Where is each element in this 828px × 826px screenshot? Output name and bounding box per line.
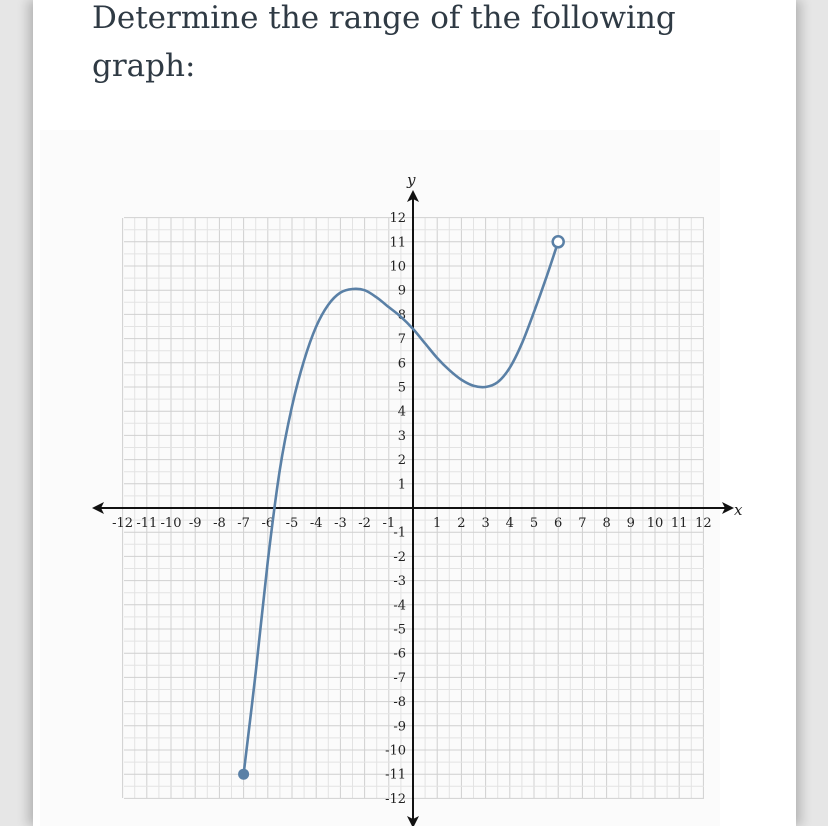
x-tick-label: 3 bbox=[481, 516, 490, 531]
y-tick-label: 10 bbox=[389, 259, 406, 275]
x-tick-label: -9 bbox=[188, 516, 202, 531]
x-tick-label: 4 bbox=[505, 516, 514, 531]
x-tick-label: -12 bbox=[112, 516, 134, 531]
x-tick-label: 11 bbox=[670, 516, 688, 531]
y-tick-label: -3 bbox=[393, 574, 406, 590]
y-tick-label: -1 bbox=[393, 525, 406, 541]
x-tick-label: 7 bbox=[578, 516, 587, 531]
y-tick-label: 9 bbox=[397, 283, 406, 299]
y-tick-label: 8 bbox=[397, 307, 406, 323]
y-tick-label: -4 bbox=[393, 598, 406, 614]
x-tick-label: 9 bbox=[626, 516, 635, 531]
question-text: Determine the range of the following graph: bbox=[92, 0, 676, 84]
closed-endpoint bbox=[238, 769, 249, 780]
y-tick-label: 7 bbox=[397, 332, 406, 348]
x-tick-label: 5 bbox=[529, 516, 539, 531]
x-tick-label: -7 bbox=[237, 516, 250, 531]
x-tick-label: 12 bbox=[695, 516, 712, 531]
y-tick-label: 6 bbox=[397, 356, 406, 372]
x-tick-label: -6 bbox=[261, 516, 275, 531]
tick-labels bbox=[112, 211, 712, 807]
x-tick-label: -11 bbox=[136, 516, 158, 531]
y-tick-label: -11 bbox=[385, 767, 406, 783]
y-tick-label: -9 bbox=[393, 719, 406, 735]
y-tick-label: 12 bbox=[389, 211, 406, 227]
x-axis-label: x bbox=[734, 501, 743, 519]
x-tick-label: -3 bbox=[334, 516, 347, 531]
y-tick-label: -12 bbox=[385, 791, 406, 807]
x-tick-label: 6 bbox=[554, 516, 563, 531]
y-tick-label: -10 bbox=[385, 743, 406, 759]
x-tick-label: 10 bbox=[646, 516, 664, 531]
x-tick-label: 2 bbox=[457, 516, 466, 531]
y-tick-label: 4 bbox=[397, 404, 406, 420]
y-tick-label: -6 bbox=[393, 646, 406, 662]
x-tick-label: -2 bbox=[358, 516, 371, 531]
y-tick-label: 2 bbox=[397, 453, 406, 469]
x-tick-label: -5 bbox=[285, 516, 299, 531]
x-tick-label: 1 bbox=[433, 516, 442, 531]
open-endpoint bbox=[553, 236, 564, 247]
y-tick-label: -8 bbox=[393, 695, 406, 711]
x-tick-label: 8 bbox=[602, 516, 611, 531]
y-tick-label: 11 bbox=[389, 235, 406, 251]
y-tick-label: -7 bbox=[393, 670, 406, 686]
y-tick-label: 3 bbox=[397, 428, 406, 444]
x-tick-label: -4 bbox=[309, 516, 323, 531]
x-tick-label: -1 bbox=[382, 516, 396, 531]
x-tick-label: -10 bbox=[160, 516, 182, 531]
x-tick-label: -8 bbox=[213, 516, 226, 531]
y-tick-label: 1 bbox=[397, 477, 406, 493]
y-axis-label: y bbox=[407, 171, 416, 189]
y-tick-label: 5 bbox=[397, 380, 406, 396]
y-tick-label: -5 bbox=[393, 622, 406, 638]
y-tick-label: -2 bbox=[393, 549, 406, 565]
